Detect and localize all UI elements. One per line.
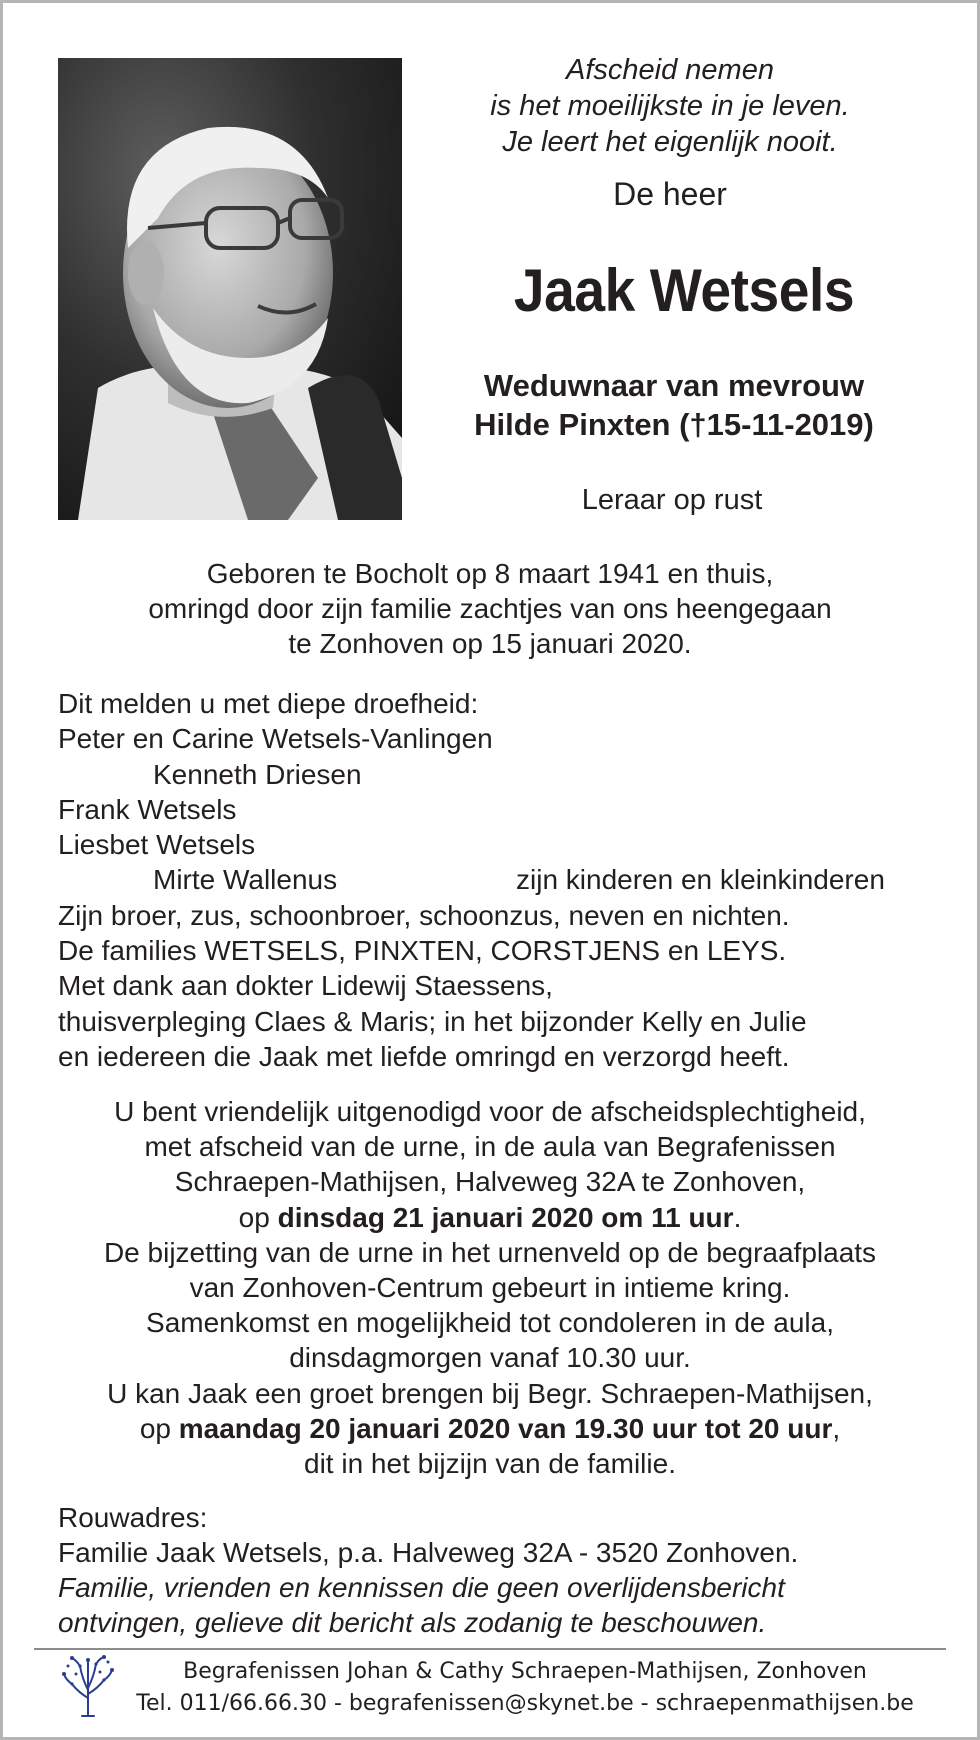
funeral-home-name: Begrafenissen Johan & Cathy Schraepen-Mathijsen, Zonhoven [183,1659,867,1684]
mourners-list [58,686,938,1074]
portrait-photo [58,58,402,520]
address-line: Familie Jaak Wetsels, p.a. Halveweg 32A - 3520 Zonhoven. [58,1537,799,1568]
visitation-date: maandag 20 januari 2020 van 19.30 uur tot 20 uur [178,1412,833,1444]
ceremony-line: met afscheid van de urne, in de aula van Begrafenissen [144,1131,836,1163]
mourner: Mirte Wallenus [153,864,338,896]
address-note: ontvingen, gelieve dit bericht als zodanig te beschouwen. [58,1607,767,1638]
funeral-home-footer [120,1656,930,1720]
poem-line: is het moeilijkste in je leven. [490,90,850,122]
mourning-address [58,1500,958,1640]
mourners-intro: Dit melden u met diepe droefheid: [58,688,479,719]
poem [430,52,910,160]
mourner: Liesbet Wetsels [58,829,256,861]
widower-info [430,366,918,444]
thanks-line: Met dank aan dokter Lidewij Staessens, [58,970,553,1002]
mourner: Zijn broer, zus, schoonbroer, schoonzus, neven en nichten. [58,899,790,931]
address-note: Familie, vrienden en kennissen die geen overlijdensbericht [58,1572,785,1603]
relation-note: zijn kinderen en kleinkinderen [516,864,885,896]
ceremony-text: op [238,1201,278,1233]
poem-line: Afscheid nemen [566,54,774,86]
deceased-name: Jaak Wetsels [513,257,855,324]
ceremony-text: , [832,1412,841,1444]
ceremony-text: . [733,1201,742,1233]
tree-logo-icon [60,1654,116,1718]
birth-death-info [40,556,940,661]
ceremony-line: U bent vriendelijk uitgenodigd voor de afscheidsplechtigheid, [114,1096,866,1127]
ceremony-info [40,1094,940,1481]
ceremony-date-line [40,1200,940,1235]
profession: Leraar op rust [581,484,763,516]
ceremony-line: van Zonhoven-Centrum gebeurt in intieme kring. [189,1272,791,1304]
visitation-date-line [40,1411,940,1446]
thanks-line: thuisverpleging Claes & Maris; in het bijzonder Kelly en Julie [58,1005,807,1037]
ceremony-line: De bijzetting van de urne in het urnenveld op de begraafplaats [103,1236,877,1268]
birth-line: Geboren te Bocholt op 8 maart 1941 en thuis, [206,558,774,589]
mourner-row [58,862,938,897]
birth-line: te Zonhoven op 15 januari 2020. [288,628,692,659]
ceremony-line: Schraepen-Mathijsen, Halveweg 32A te Zonhoven, [174,1166,806,1198]
widower-line: Weduwnaar van mevrouw [483,368,865,403]
ceremony-line: dinsdagmorgen vanaf 10.30 uur. [289,1342,691,1374]
poem-line: Je leert het eigenlijk nooit. [502,126,838,158]
ceremony-date: dinsdag 21 januari 2020 om 11 uur [277,1201,734,1233]
thanks-line: en iedereen die Jaak met liefde omringd en verzorgd heeft. [58,1040,790,1072]
mourner: Peter en Carine Wetsels-Vanlingen [58,723,493,755]
ceremony-line: dit in het bijzijn van de familie. [304,1448,676,1480]
address-label: Rouwadres: [58,1502,208,1533]
mourner: Kenneth Driesen [153,758,362,790]
widower-line: Hilde Pinxten (†15-11-2019) [474,407,874,442]
honorific: De heer [613,176,727,212]
mourner: De families WETSELS, PINXTEN, CORSTJENS en LEYS. [58,935,787,967]
birth-line: omringd door zijn familie zachtjes van ons heengegaan [148,593,832,624]
ceremony-text: op [139,1412,179,1444]
mourner: Frank Wetsels [58,793,237,825]
ceremony-line: U kan Jaak een groet brengen bij Begr. Schraepen-Mathijsen, [107,1377,873,1409]
footer-divider [34,1648,946,1650]
ceremony-line: Samenkomst en mogelijkheid tot condoleren in de aula, [146,1307,834,1339]
funeral-home-contact: Tel. 011/66.66.30 - begrafenissen@skynet.be - schraepenmathijsen.be [136,1691,914,1716]
